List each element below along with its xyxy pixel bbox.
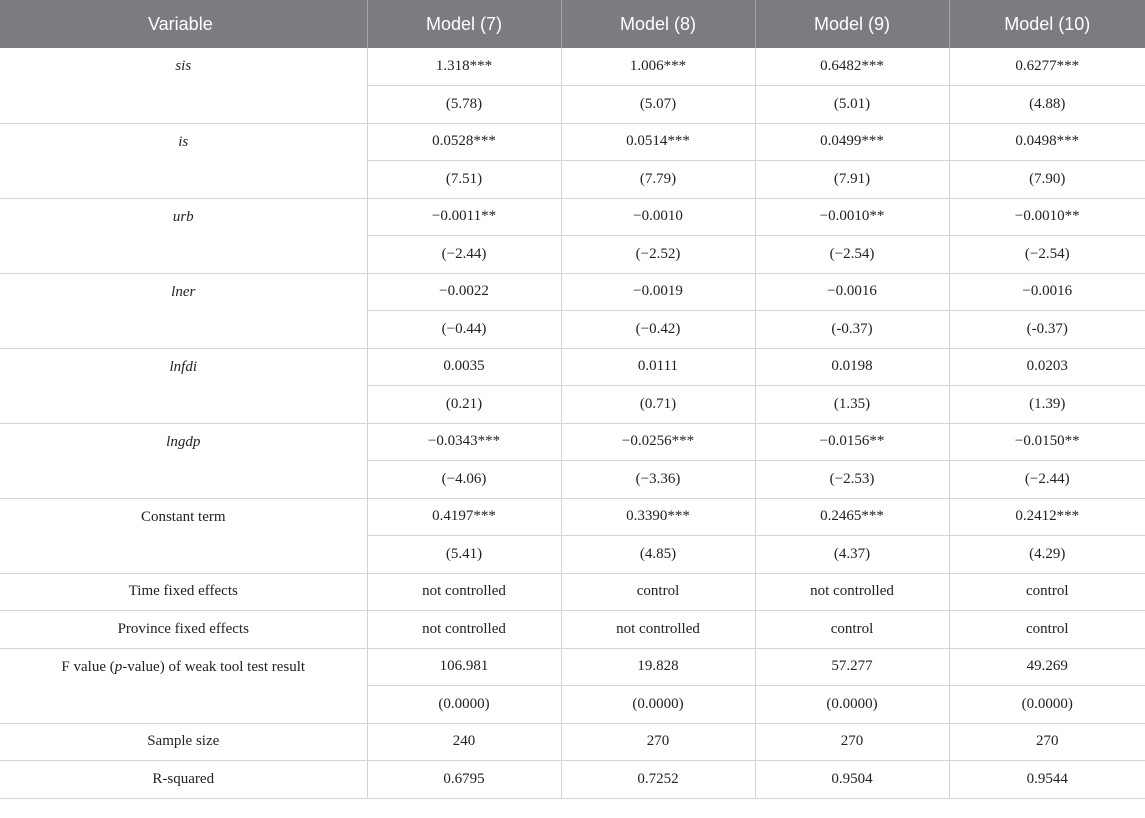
- variable-label: Time fixed effects: [0, 573, 367, 611]
- coef-cell: 1.318***: [367, 48, 561, 86]
- tstat-cell: (5.01): [755, 86, 949, 124]
- value-cell: 0.6795: [367, 761, 561, 799]
- header-model-9: Model (9): [755, 0, 949, 48]
- variable-label: lngdp: [0, 423, 367, 498]
- value-cell: 57.277: [755, 648, 949, 686]
- value-cell: 0.9504: [755, 761, 949, 799]
- variable-label: lner: [0, 273, 367, 348]
- variable-label: lnfdi: [0, 348, 367, 423]
- tstat-cell: (7.79): [561, 161, 755, 199]
- tstat-cell: (1.39): [949, 386, 1145, 424]
- table-row: [0, 48, 1145, 86]
- tstat-cell: (−2.44): [367, 236, 561, 274]
- coef-cell: −0.0156**: [755, 423, 949, 461]
- value-cell: 270: [755, 723, 949, 761]
- table-row: [0, 761, 1145, 799]
- value-cell: not controlled: [561, 611, 755, 649]
- tstat-cell: (−0.42): [561, 311, 755, 349]
- coef-cell: 0.0035: [367, 348, 561, 386]
- tstat-cell: (5.78): [367, 86, 561, 124]
- tstat-cell: (1.35): [755, 386, 949, 424]
- tstat-cell: (0.71): [561, 386, 755, 424]
- coef-cell: −0.0022: [367, 273, 561, 311]
- coef-cell: 0.6482***: [755, 48, 949, 86]
- pvalue-cell: (0.0000): [561, 686, 755, 724]
- variable-label: is: [0, 123, 367, 198]
- coef-cell: −0.0256***: [561, 423, 755, 461]
- tstat-cell: (0.21): [367, 386, 561, 424]
- value-cell: control: [755, 611, 949, 649]
- value-cell: not controlled: [755, 573, 949, 611]
- tstat-cell: (5.07): [561, 86, 755, 124]
- tstat-cell: (−0.44): [367, 311, 561, 349]
- coef-cell: 0.0499***: [755, 123, 949, 161]
- tstat-cell: (4.29): [949, 536, 1145, 574]
- table-row: [0, 198, 1145, 236]
- value-cell: control: [949, 611, 1145, 649]
- value-cell: control: [561, 573, 755, 611]
- table-row: [0, 648, 1145, 686]
- value-cell: 240: [367, 723, 561, 761]
- tstat-cell: (5.41): [367, 536, 561, 574]
- variable-label: R-squared: [0, 761, 367, 799]
- coef-cell: −0.0016: [949, 273, 1145, 311]
- value-cell: 270: [561, 723, 755, 761]
- table-row: [0, 348, 1145, 386]
- coef-cell: −0.0019: [561, 273, 755, 311]
- header-model-7: Model (7): [367, 0, 561, 48]
- ftest-label-before: F value (: [61, 658, 115, 675]
- value-cell: control: [949, 573, 1145, 611]
- tstat-cell: (7.91): [755, 161, 949, 199]
- variable-label: Province fixed effects: [0, 611, 367, 649]
- header-model-8: Model (8): [561, 0, 755, 48]
- tstat-cell: (−4.06): [367, 461, 561, 499]
- value-cell: 0.7252: [561, 761, 755, 799]
- table-row: [0, 123, 1145, 161]
- tstat-cell: (−2.53): [755, 461, 949, 499]
- value-cell: 106.981: [367, 648, 561, 686]
- tstat-cell: (7.90): [949, 161, 1145, 199]
- header-model-10: Model (10): [949, 0, 1145, 48]
- tstat-cell: (-0.37): [755, 311, 949, 349]
- coef-cell: 1.006***: [561, 48, 755, 86]
- tstat-cell: (4.37): [755, 536, 949, 574]
- table-row: [0, 498, 1145, 536]
- table-row: [0, 273, 1145, 311]
- coef-cell: 0.0514***: [561, 123, 755, 161]
- coef-cell: 0.3390***: [561, 498, 755, 536]
- ftest-label-after: -value) of weak tool test result: [122, 658, 306, 675]
- table-row: [0, 573, 1145, 611]
- value-cell: 0.9544: [949, 761, 1145, 799]
- tstat-cell: (7.51): [367, 161, 561, 199]
- header-row: [0, 0, 1145, 48]
- coef-cell: −0.0150**: [949, 423, 1145, 461]
- coef-cell: 0.6277***: [949, 48, 1145, 86]
- tstat-cell: (−3.36): [561, 461, 755, 499]
- coef-cell: 0.2465***: [755, 498, 949, 536]
- coef-cell: −0.0010: [561, 198, 755, 236]
- tstat-cell: (−2.44): [949, 461, 1145, 499]
- variable-label: urb: [0, 198, 367, 273]
- table-row: [0, 423, 1145, 461]
- tstat-cell: (-0.37): [949, 311, 1145, 349]
- coef-cell: −0.0010**: [755, 198, 949, 236]
- value-cell: 270: [949, 723, 1145, 761]
- coef-cell: 0.0198: [755, 348, 949, 386]
- value-cell: 49.269: [949, 648, 1145, 686]
- variable-label: Constant term: [0, 498, 367, 573]
- tstat-cell: (−2.52): [561, 236, 755, 274]
- pvalue-cell: (0.0000): [367, 686, 561, 724]
- coef-cell: 0.0203: [949, 348, 1145, 386]
- coef-cell: −0.0011**: [367, 198, 561, 236]
- table-row: [0, 611, 1145, 649]
- coef-cell: 0.0528***: [367, 123, 561, 161]
- coef-cell: 0.2412***: [949, 498, 1145, 536]
- value-cell: not controlled: [367, 611, 561, 649]
- tstat-cell: (4.85): [561, 536, 755, 574]
- coef-cell: 0.0111: [561, 348, 755, 386]
- coef-cell: −0.0010**: [949, 198, 1145, 236]
- coef-cell: −0.0343***: [367, 423, 561, 461]
- variable-label: sis: [0, 48, 367, 123]
- coef-cell: 0.4197***: [367, 498, 561, 536]
- tstat-cell: (4.88): [949, 86, 1145, 124]
- pvalue-cell: (0.0000): [949, 686, 1145, 724]
- table-row: [0, 723, 1145, 761]
- variable-label: [0, 648, 367, 723]
- header-variable: Variable: [0, 0, 367, 48]
- ftest-label-p: p: [114, 658, 123, 675]
- coef-cell: −0.0016: [755, 273, 949, 311]
- coef-cell: 0.0498***: [949, 123, 1145, 161]
- value-cell: 19.828: [561, 648, 755, 686]
- value-cell: not controlled: [367, 573, 561, 611]
- tstat-cell: (−2.54): [949, 236, 1145, 274]
- variable-label: Sample size: [0, 723, 367, 761]
- pvalue-cell: (0.0000): [755, 686, 949, 724]
- tstat-cell: (−2.54): [755, 236, 949, 274]
